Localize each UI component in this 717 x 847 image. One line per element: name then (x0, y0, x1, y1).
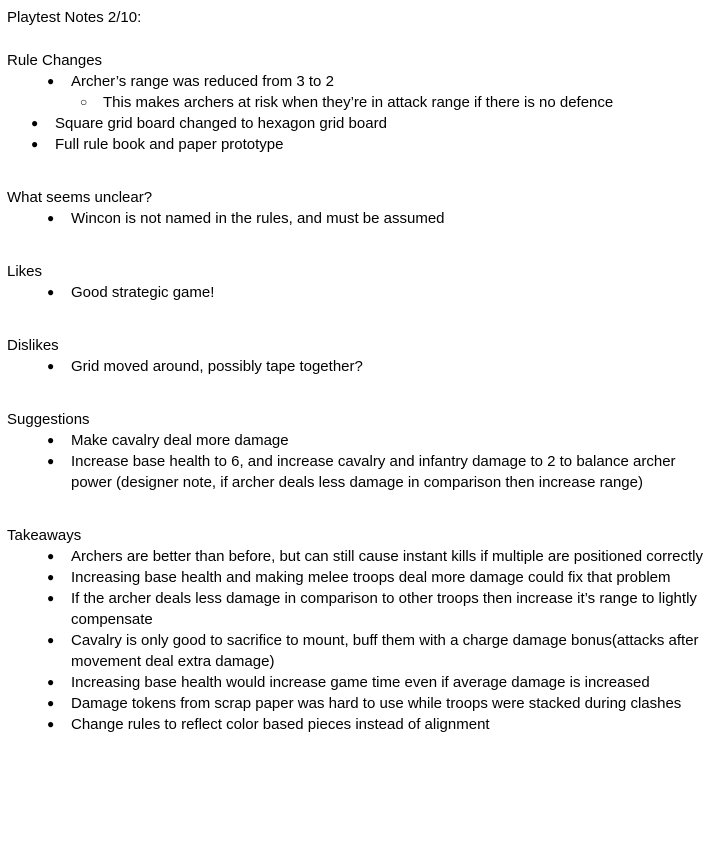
unclear-list (7, 208, 707, 229)
list-item-text: Increasing base health would increase game time even if average damage is increased (71, 674, 650, 691)
rule-changes-list (7, 71, 707, 155)
list-item-text: If the archer deals less damage in comparison to other troops then increase it’s range to lightly compensate (71, 590, 697, 628)
list-item-text: Change rules to reflect color based pieces instead of alignment (71, 716, 490, 733)
list-item (7, 714, 707, 735)
spacer (7, 229, 707, 261)
list-item (7, 693, 707, 714)
list-item-text: This makes archers at risk when they’re in attack range if there is no defence (103, 94, 614, 111)
list-item-text: Full rule book and paper prototype (55, 136, 284, 153)
list-item-text: Increasing base health and making melee troops deal more damage could fix that problem (71, 569, 671, 586)
list-item (7, 71, 707, 92)
list-item (7, 567, 707, 588)
document (7, 7, 707, 735)
list-item (7, 208, 707, 229)
list-item (7, 451, 707, 493)
list-item (7, 588, 707, 630)
list-item-text: Archer’s range was reduced from 3 to 2 (71, 73, 334, 90)
list-item (7, 630, 707, 672)
list-item (7, 672, 707, 693)
heading-rule-changes: Rule Changes (7, 52, 103, 69)
spacer (7, 28, 707, 50)
heading-dislikes: Dislikes (7, 337, 59, 354)
list-item (7, 546, 707, 567)
takeaways-list (7, 546, 707, 735)
list-item-text: Cavalry is only good to sacrifice to mount, buff them with a charge damage bonus(attacks after movement deal extra damage) (71, 632, 699, 670)
sub-list-item (7, 92, 707, 113)
heading-suggestions: Suggestions (7, 411, 90, 428)
spacer (7, 303, 707, 335)
likes-list (7, 282, 707, 303)
list-item (7, 282, 707, 303)
list-item-text: Increase base health to 6, and increase cavalry and infantry damage to 2 to balance archer power (designer note, if archer deals less damage in comparison then increase range) (71, 453, 676, 491)
heading-takeaways: Takeaways (7, 527, 82, 544)
list-item-text: Archers are better than before, but can still cause instant kills if multiple are positioned correctly (71, 548, 703, 565)
heading-likes: Likes (7, 263, 43, 280)
list-item (7, 113, 707, 134)
list-item-text: Wincon is not named in the rules, and must be assumed (71, 210, 445, 227)
list-item (7, 430, 707, 451)
list-item-text: Good strategic game! (71, 284, 215, 301)
suggestions-list (7, 430, 707, 493)
dislikes-list (7, 356, 707, 377)
list-item-text: Square grid board changed to hexagon grid board (55, 115, 387, 132)
list-item (7, 356, 707, 377)
list-item-text: Damage tokens from scrap paper was hard to use while troops were stacked during clashes (71, 695, 682, 712)
list-item-text: Make cavalry deal more damage (71, 432, 289, 449)
heading-unclear: What seems unclear? (7, 189, 153, 206)
list-item (7, 134, 707, 155)
spacer (7, 155, 707, 187)
doc-title: Playtest Notes 2/10: (7, 9, 142, 26)
list-item-text: Grid moved around, possibly tape together? (71, 358, 363, 375)
spacer (7, 493, 707, 525)
spacer (7, 377, 707, 409)
